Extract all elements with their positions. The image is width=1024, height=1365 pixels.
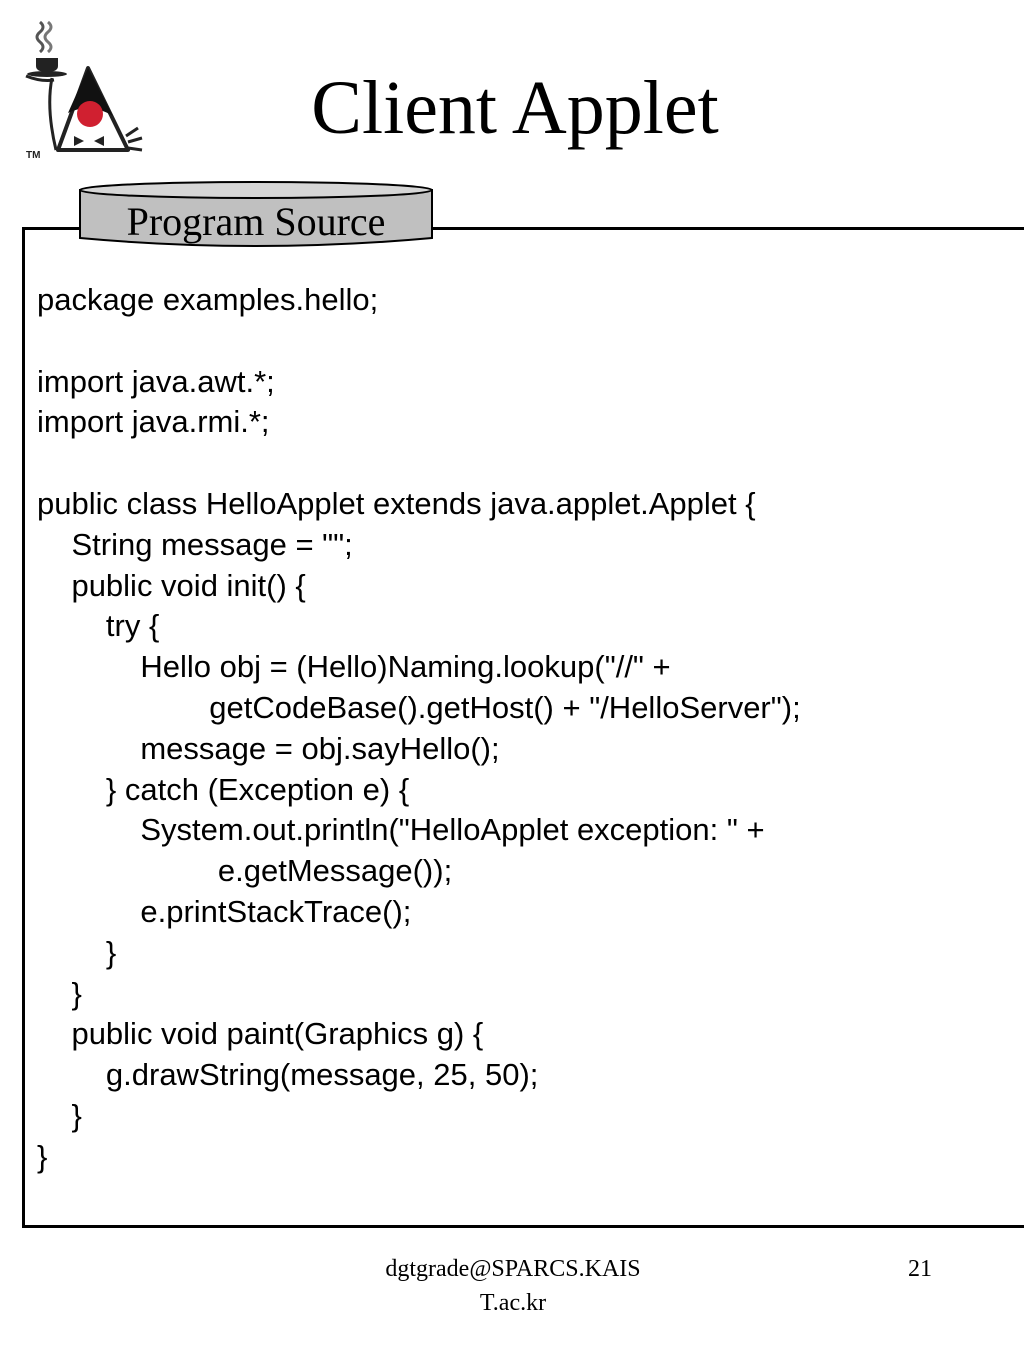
code-line: e.getMessage()); bbox=[37, 853, 453, 889]
code-line: public class HelloApplet extends java.applet.Applet { bbox=[37, 485, 756, 521]
code-line: } bbox=[37, 1097, 82, 1133]
code-line: getCodeBase().getHost() + "/HelloServer"); bbox=[37, 689, 801, 725]
code-line: import java.rmi.*; bbox=[37, 404, 270, 440]
code-line: Hello obj = (Hello)Naming.lookup("//" + bbox=[37, 649, 671, 685]
code-line bbox=[37, 443, 801, 484]
code-line: import java.awt.*; bbox=[37, 363, 275, 399]
svg-text:TM: TM bbox=[26, 150, 41, 161]
code-line: } bbox=[37, 1138, 48, 1174]
code-listing bbox=[37, 280, 801, 1178]
code-line bbox=[37, 321, 801, 362]
code-line: } bbox=[37, 934, 117, 970]
page-number: 21 bbox=[908, 1256, 932, 1282]
code-line: System.out.println("HelloApplet exception: " + bbox=[37, 812, 765, 848]
footer-author bbox=[360, 1252, 666, 1320]
program-source-label: Program Source bbox=[126, 199, 386, 244]
code-line: } catch (Exception e) { bbox=[37, 771, 410, 807]
code-line: e.printStackTrace(); bbox=[37, 893, 412, 929]
code-line: message = obj.sayHello(); bbox=[37, 730, 500, 766]
footer-author-line1: dgtgrade@SPARCS.KAIS bbox=[385, 1256, 641, 1282]
slide-title: Client Applet bbox=[311, 66, 719, 150]
code-line: package examples.hello; bbox=[37, 282, 379, 317]
code-line: public void paint(Graphics g) { bbox=[37, 1016, 484, 1052]
code-line: g.drawString(message, 25, 50); bbox=[37, 1057, 539, 1093]
footer-author-line2: T.ac.kr bbox=[479, 1290, 547, 1316]
code-line: try { bbox=[37, 608, 160, 644]
code-line: String message = ""; bbox=[37, 526, 353, 562]
code-line: public void init() { bbox=[37, 567, 306, 603]
code-line: } bbox=[37, 975, 82, 1011]
